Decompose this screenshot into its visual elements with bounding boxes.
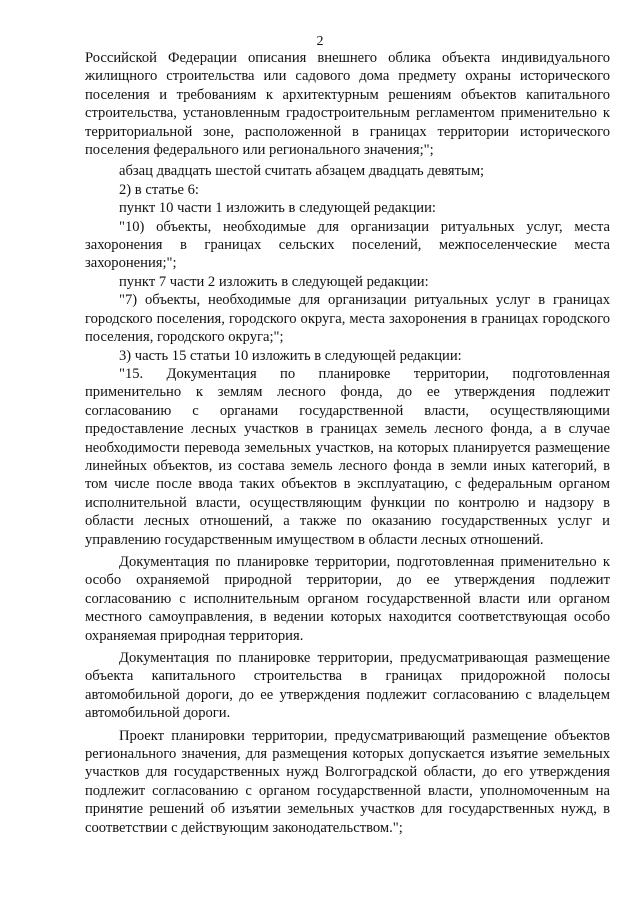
paragraph-article-6-heading: 2) в статье 6: bbox=[119, 181, 199, 198]
document-body bbox=[85, 49, 610, 837]
paragraph-protected-natural-territory: Документация по планировке территории, подготовленная применительно к особо охраняемой природной территории, до ее утверждения подлежит согласованию с исполнительным органом государственной власти или органом местного самоуправления, в ведении которых находится соответствующая особо охраняемая природная территория. bbox=[85, 553, 610, 644]
paragraph-regional-objects: Проект планировки территории, предусматривающий размещение объектов регионального значения, для размещения которых допускается изъятие земельных участков для государственных нужд Волгоградской области, до его утверждения подлежит согласованию с органом государственной власти, уполномоченным на принятие решений об изъятии земельных участков для государственных нужд, в соответствии с действующим законодательством."; bbox=[85, 727, 610, 836]
paragraph-point-7-text: "7) объекты, необходимые для организации ритуальных услуг в границах городского поселения, городского округа, места захоронения в границах городского поселения, городского округа;"; bbox=[85, 292, 610, 346]
paragraph-point-10-instruction: пункт 10 части 1 изложить в следующей редакции: bbox=[119, 200, 436, 217]
paragraph-point-10-text: "10) объекты, необходимые для организации ритуальных услуг, места захоронения в границах сельских поселений, межпоселенческие места захоронения;"; bbox=[85, 218, 610, 272]
paragraph-continuation: Российской Федерации описания внешнего облика объекта индивидуального жилищного строительства или садового дома предмету охраны исторического поселения и требованиям к архитектурным решениям объектов капитального строительства, установленным градостроительным регламентом применительно к территориальной зоне, расположенной в границах территории исторического поселения федерального или регионального значения;"; bbox=[85, 50, 610, 159]
paragraph-renumber-note: абзац двадцать шестой считать абзацем двадцать девятым; bbox=[119, 163, 485, 180]
paragraph-point-7-instruction: пункт 7 части 2 изложить в следующей редакции: bbox=[119, 273, 429, 290]
paragraph-roadside-strip: Документация по планировке территории, предусматривающая размещение объекта капитального строительства в границах придорожной полосы автомобильной дороги, до ее утверждения подлежит согласованию с владельцем автомобильной дороги. bbox=[85, 650, 610, 722]
page-number: 2 bbox=[316, 34, 324, 49]
paragraph-part-15-forest-lands: "15. Документация по планировке территории, подготовленная применительно к землям лесного фонда, до ее утверждения подлежит согласованию с органами государственной власти, осуществляющими предоставление лесных участков в границах земель лесного фонда, а в случае необходимости перевода земельных участков, на которых планируется размещение линейных объектов, из состава земель лесного фонда в земли иных категорий, в том числе после ввода таких объектов в эксплуатацию, с федеральным органом исполнительной власти, осуществляющим функции по контролю и надзору в области лесных отношений, а также по оказанию государственных услуг и управлению государственным имуществом в области лесных отношений. bbox=[85, 365, 610, 548]
paragraph-article-10-instruction: 3) часть 15 статьи 10 изложить в следующей редакции: bbox=[119, 347, 462, 364]
